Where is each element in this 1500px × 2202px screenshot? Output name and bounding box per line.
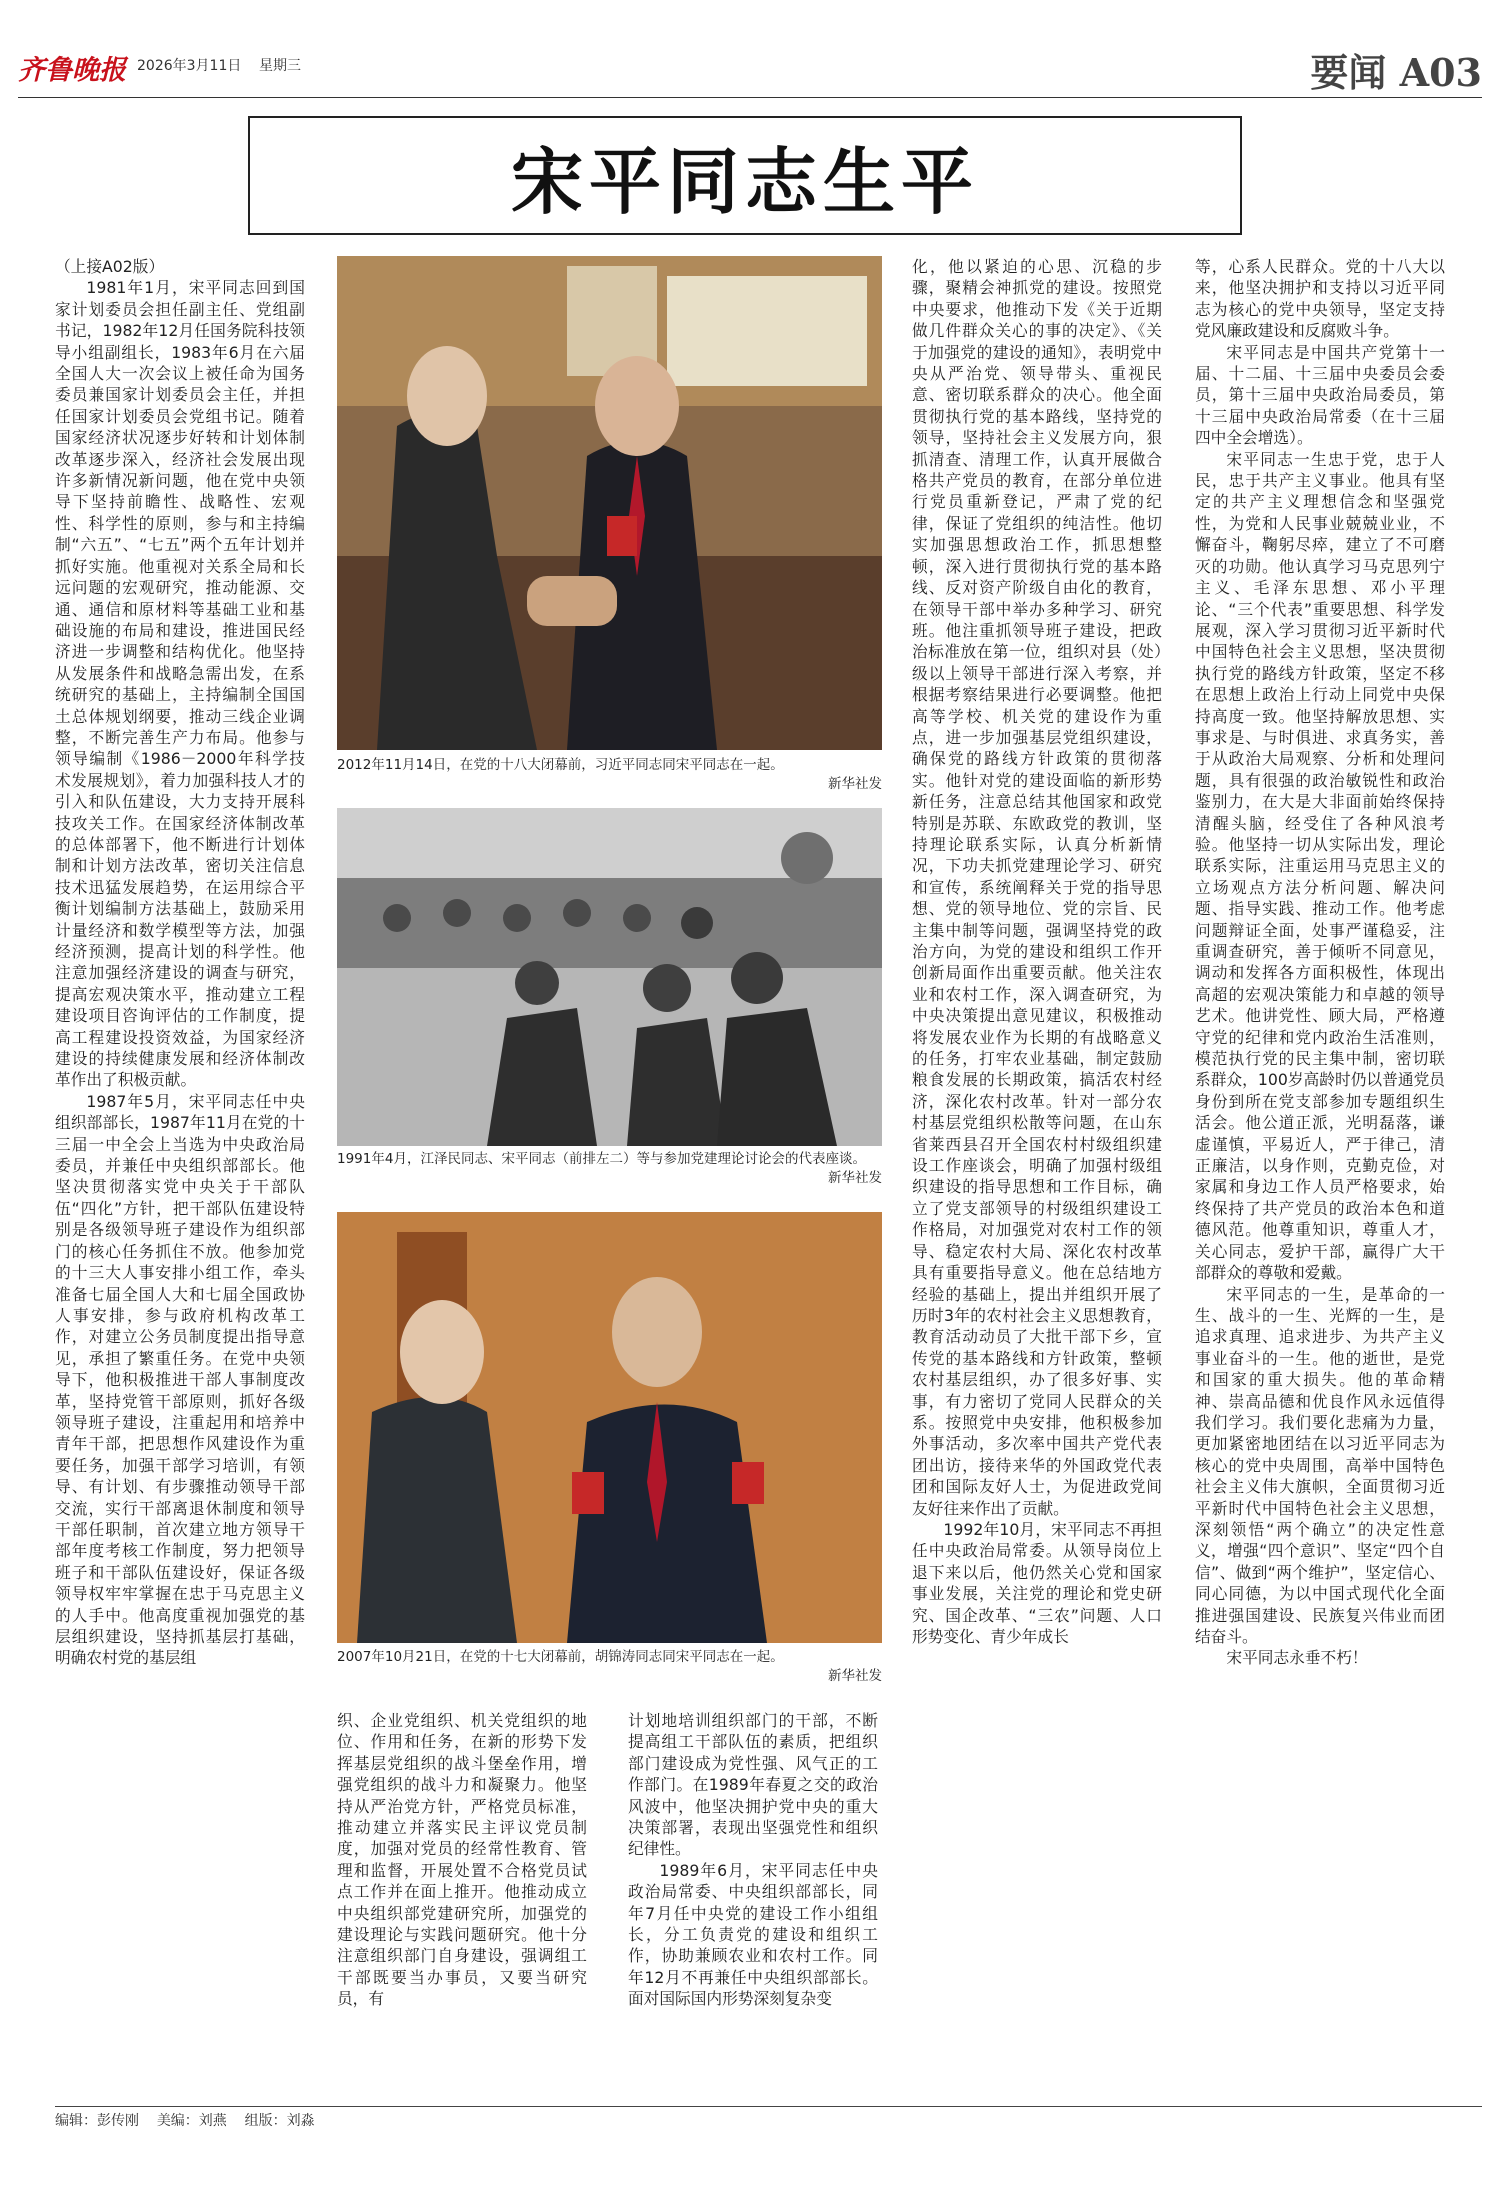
article-column-2 bbox=[337, 1710, 587, 2094]
article-paragraph: 1981年1月，宋平同志回到国家计划委员会担任副主任、党组副书记，1982年12月任国务院科技领导小组副组长，1983年6月在六届全国人大一次会议上被任命为国务委员兼国家计划委员会主任，并担任国家计划委员会党组书记。随着国家经济状况逐步好转和计划体制改革逐步深入，经济社会发展出现许多新情况新问题，他在党中央领导下坚持前瞻性、战略性、宏观性、科学性的原则，参与和主持编制“六五”、“七五”两个五年计划并抓好实施。他重视对关系全局和长远问题的宏观研究，推动能源、交通、通信和原材料等基础工业和基础设施的布局和建设，推进国民经济进一步调整和结构优化。他坚持从发展条件和战略急需出发，在系统研究的基础上，主持编制全国国土总体规划纲要，推动三线企业调整，不断完善生产力布局。他参与领导编制《1986－2000年科学技术发展规划》，着力加强科技人才的引入和队伍建设，大力支持开展科技攻关工作。在国家经济体制改革的总体部署下，他不断进行计划体制和计划方法改革，密切关注信息技术迅猛发展趋势，在运用综合平衡计划编制方法基础上，鼓励采用计量经济和数学模型等方法，加强经济预测，提高计划的科学性。他注意加强经济建设的调查与研究，提高宏观决策水平，推动建立工程建设项目咨询评估的工作制度，提高工程建设投资效益，为国家经济建设的持续健康发展和经济体制改革作出了积极贡献。 bbox=[55, 278, 305, 1090]
caption-text: 2007年10月21日，在党的十七大闭幕前，胡锦涛同志同宋平同志在一起。 bbox=[337, 1649, 784, 1665]
article-paragraph: 宋平同志的一生，是革命的一生、战斗的一生、光辉的一生，是追求真理、追求进步、为共产主义事业奋斗的一生。他的逝世，是党和国家的重大损失。他的革命精神、崇高品德和优良作风永远值得我们学习。我们要化悲痛为力量，更加紧密地团结在以习近平同志为核心的党中央周围，高举中国特色社会主义伟大旗帜，全面贯彻习近平新时代中国特色社会主义思想，深刻领悟“两个确立”的决定性意义，增强“四个意识”、坚定“四个自信”、做到“两个维护”，坚定信心、同心同德，为以中国式现代化全面推进强国建设、民族复兴伟业而团结奋斗。 bbox=[1195, 1284, 1445, 1646]
caption-text: 2012年11月14日，在党的十八大闭幕前，习近平同志同宋平同志在一起。 bbox=[337, 757, 784, 773]
article-paragraph: 宋平同志永垂不朽！ bbox=[1226, 1648, 1368, 1668]
header-rule bbox=[18, 97, 1482, 98]
page-number: A03 bbox=[1399, 50, 1482, 95]
photo-jiang-song-1991 bbox=[337, 808, 882, 1146]
issue-date: 2026年3月11日 bbox=[137, 58, 242, 74]
photo-credit: 新华社发 bbox=[828, 776, 882, 792]
footer-credits bbox=[55, 2110, 315, 2130]
article-paragraph: 宋平同志一生忠于党，忠于人民，忠于共产主义事业。他具有坚定的共产主义理想信念和坚强党性，为党和人民事业兢兢业业，不懈奋斗，鞠躬尽瘁，建立了不可磨灭的功勋。他认真学习马克思列宁主义、毛泽东思想、邓小平理论、“三个代表”重要思想、科学发展观，深入学习贯彻习近平新时代中国特色社会主义思想，坚决贯彻执行党的路线方针政策，坚定不移在思想上政治上行动上同党中央保持高度一致。他坚持解放思想、实事求是、与时俱进、求真务实，善于从政治大局观察、分析和处理问题，具有很强的政治敏锐性和政治鉴别力，在大是大非面前始终保持清醒头脑，经受住了各种风浪考验。他坚持一切从实际出发，理论联系实际，注重运用马克思主义的立场观点方法分析问题、解决问题、指导实践、推动工作。他考虑问题辩证全面，处事严谨稳妥，注重调查研究，善于倾听不同意见，调动和发挥各方面积极性，体现出高超的宏观决策能力和卓越的领导艺术。他讲党性、顾大局，严格遵守党的纪律和党内政治生活准则，模范执行党的民主集中制，密切联系群众，100岁高龄时仍以普通党员身份到所在党支部参加专题组织生活会。他公道正派，光明磊落，谦虚谨慎，平易近人，严于律己，清正廉洁，以身作则，克勤克俭，对家属和身边工作人员严格要求，始终保持了共产党员的政治本色和道德风范。他尊重知识，尊重人才，关心同志，爱护干部，赢得广大干部群众的尊敬和爱戴。 bbox=[1195, 449, 1445, 1283]
headline: 宋平同志生平 bbox=[510, 138, 979, 224]
photo-hu-song-2007 bbox=[337, 1212, 882, 1643]
section-name: 要闻 bbox=[1310, 50, 1387, 95]
article-paragraph: 宋平同志是中国共产党第十一届、十二届、十三届中央委员会委员，第十三届中央政治局委员，第十三届中央政治局常委（在十三届四中全会增选）。 bbox=[1195, 342, 1445, 448]
article-column-3 bbox=[628, 1710, 878, 2094]
article-paragraph: 织、企业党组织、机关党组织的地位、作用和任务，在新的形势下发挥基层党组织的战斗堡垒作用，增强党组织的战斗力和凝聚力。他坚持从严治党方针，严格党员标准，推动建立并落实民主评议党员制度，加强对党员的经常性教育、管理和监督，开展处置不合格党员试点工作并在面上推开。他推动成立中央组织部党建研究所，加强党的建设理论与实践问题研究。他十分注意组织部门自身建设，强调组工干部既要当办事员，又要当研究员，有 bbox=[337, 1711, 587, 2009]
footer-rule bbox=[55, 2106, 1482, 2107]
article-paragraph: 计划地培训组织部门的干部，不断提高组工干部队伍的素质，把组织部门建设成为党性强、风气正的工作部门。在1989年春夏之交的政治风波中，他坚决拥护党中央的重大决策部署，表现出坚强党性和组织纪律性。 bbox=[628, 1711, 878, 1859]
photo-caption-1 bbox=[337, 756, 882, 794]
photo-caption-2 bbox=[337, 1150, 882, 1188]
article-paragraph: 1992年10月，宋平同志不再担任中央政治局常委。从领导岗位上退下来以后，他仍然关心党和国家事业发展，关注党的理论和党史研究、国企改革、“三农”问题、人口形势变化、青少年成长 bbox=[912, 1519, 1162, 1646]
article-column-1 bbox=[55, 256, 305, 2094]
article-paragraph: 等，心系人民群众。党的十八大以来，他坚决拥护和支持以习近平同志为核心的党中央领导，坚定支持党风廉政建设和反腐败斗争。 bbox=[1195, 257, 1445, 341]
headline-box bbox=[248, 116, 1242, 235]
footer-art-editor: 美编：刘燕 bbox=[156, 2113, 227, 2129]
newspaper-logo: 齐鲁晚报 bbox=[18, 55, 126, 86]
article-column-4 bbox=[912, 256, 1162, 2094]
article-paragraph: 1989年6月，宋平同志任中央政治局常委、中央组织部部长，同年7月任中央党的建设工作小组组长，分工负责党的建设和组织工作，协助兼顾农业和农村工作。同年12月不再兼任中央组织部部长。面对国际国内形势深刻复杂变 bbox=[628, 1860, 878, 2009]
section-page-label bbox=[1310, 42, 1482, 97]
continued-from-note: （上接A02版） bbox=[55, 257, 165, 276]
caption-text: 1991年4月，江泽民同志、宋平同志（前排左二）等与参加党建理论讨论会的代表座谈。 bbox=[337, 1151, 866, 1167]
issue-weekday: 星期三 bbox=[259, 58, 301, 74]
article-column-5 bbox=[1195, 256, 1445, 2094]
footer-editor: 编辑：彭传刚 bbox=[55, 2113, 139, 2129]
photo-credit: 新华社发 bbox=[828, 1170, 882, 1186]
photo-credit: 新华社发 bbox=[828, 1668, 882, 1684]
photo-xi-song-2012 bbox=[337, 256, 882, 750]
footer-layout: 组版：刘淼 bbox=[244, 2113, 315, 2129]
photo-caption-3 bbox=[337, 1648, 882, 1686]
article-paragraph: 1987年5月，宋平同志任中央组织部部长，1987年11月在党的十三届一中全会上当选为中央政治局委员，并兼任中央组织部部长。他坚决贯彻落实党中央关于干部队伍“四化”方针，把干部队伍建设特别是各级领导班子建设作为组织部门的核心任务抓住不放。他参加党的十三大人事安排小组工作，牵头准备七届全国人大和七届全国政协人事安排，参与政府机构改革工作，对建立公务员制度提出指导意见，承担了繁重任务。在党中央领导下，他积极推进干部人事制度改革，坚持党管干部原则，抓好各级领导班子建设，注重起用和培养中青年干部，把思想作风建设作为重要任务，加强干部学习培训，有领导、有计划、有步骤推动领导干部交流，实行干部离退休制度和领导干部任职制，首次建立地方领导干部年度考核工作制度，努力把领导班子和干部队伍建设好，保证各级领导权牢牢掌握在忠于马克思主义的人手中。他高度重视加强党的基层组织建设，坚持抓基层打基础，明确农村党的基层组 bbox=[55, 1091, 305, 1668]
article-paragraph: 化，他以紧迫的心思、沉稳的步骤，聚精会神抓党的建设。按照党中央要求，他推动下发《关于近期做几件群众关心的事的决定》、《关于加强党的建设的通知》，表明党中央从严治党、领导带头、重视民意、密切联系群众的决心。他全面贯彻执行党的基本路线，坚持党的领导，坚持社会主义发展方向，狠抓清查、清理工作，认真开展做合格共产党员的教育，在部分单位进行党员重新登记，严肃了党的纪律，保证了党组织的纯洁性。他切实加强思想政治工作，抓思想整顿，深入进行贯彻执行党的基本路线、反对资产阶级自由化的教育，在领导干部中举办多种学习、研究班。他注重抓领导班子建设，把政治标准放在第一位，组织对县（处）级以上领导干部进行深入考察，并根据考察结果进行必要调整。他把高等学校、机关党的建设作为重点，进一步加强基层党组织建设，确保党的路线方针政策的贯彻落实。他针对党的建设面临的新形势新任务，注意总结其他国家和政党特别是苏联、东欧政党的教训，坚持理论联系实际，认真分析新情况，下功夫抓党建理论学习、研究和宣传，系统阐释关于党的指导思想、党的领导地位、党的宗旨、民主集中制等问题，强调坚持党的政治方向，为党的建设和组织工作开创新局面作出重要贡献。他关注农业和农村工作，深入调查研究，为中央决策提出意见建议，积极推动将发展农业作为长期的有战略意义的任务，打牢农业基础，制定鼓励粮食发展的长期政策，搞活农村经济，深化农村改革。针对一部分农村基层党组织松散等问题，在山东省莱西县召开全国农村村级组织建设工作座谈会，明确了加强村级组织建设的指导思想和工作目标，确立了党支部领导的村级组织建设工作格局，对加强党对农村工作的领导、稳定农村大局、深化农村改革具有重要指导意义。他在总结地方经验的基础上，提出并组织开展了历时3年的农村社会主义思想教育，教育活动动员了大批干部下乡，宣传党的基本路线和方针政策，整顿农村基层组织，办了很多好事、实事，有力密切了党同人民群众的关系。按照党中央安排，他积极参加外事活动，多次率中国共产党代表团出访，接待来华的外国政党代表团和国际友好人士，为促进政党间友好往来作出了贡献。 bbox=[912, 257, 1162, 1518]
